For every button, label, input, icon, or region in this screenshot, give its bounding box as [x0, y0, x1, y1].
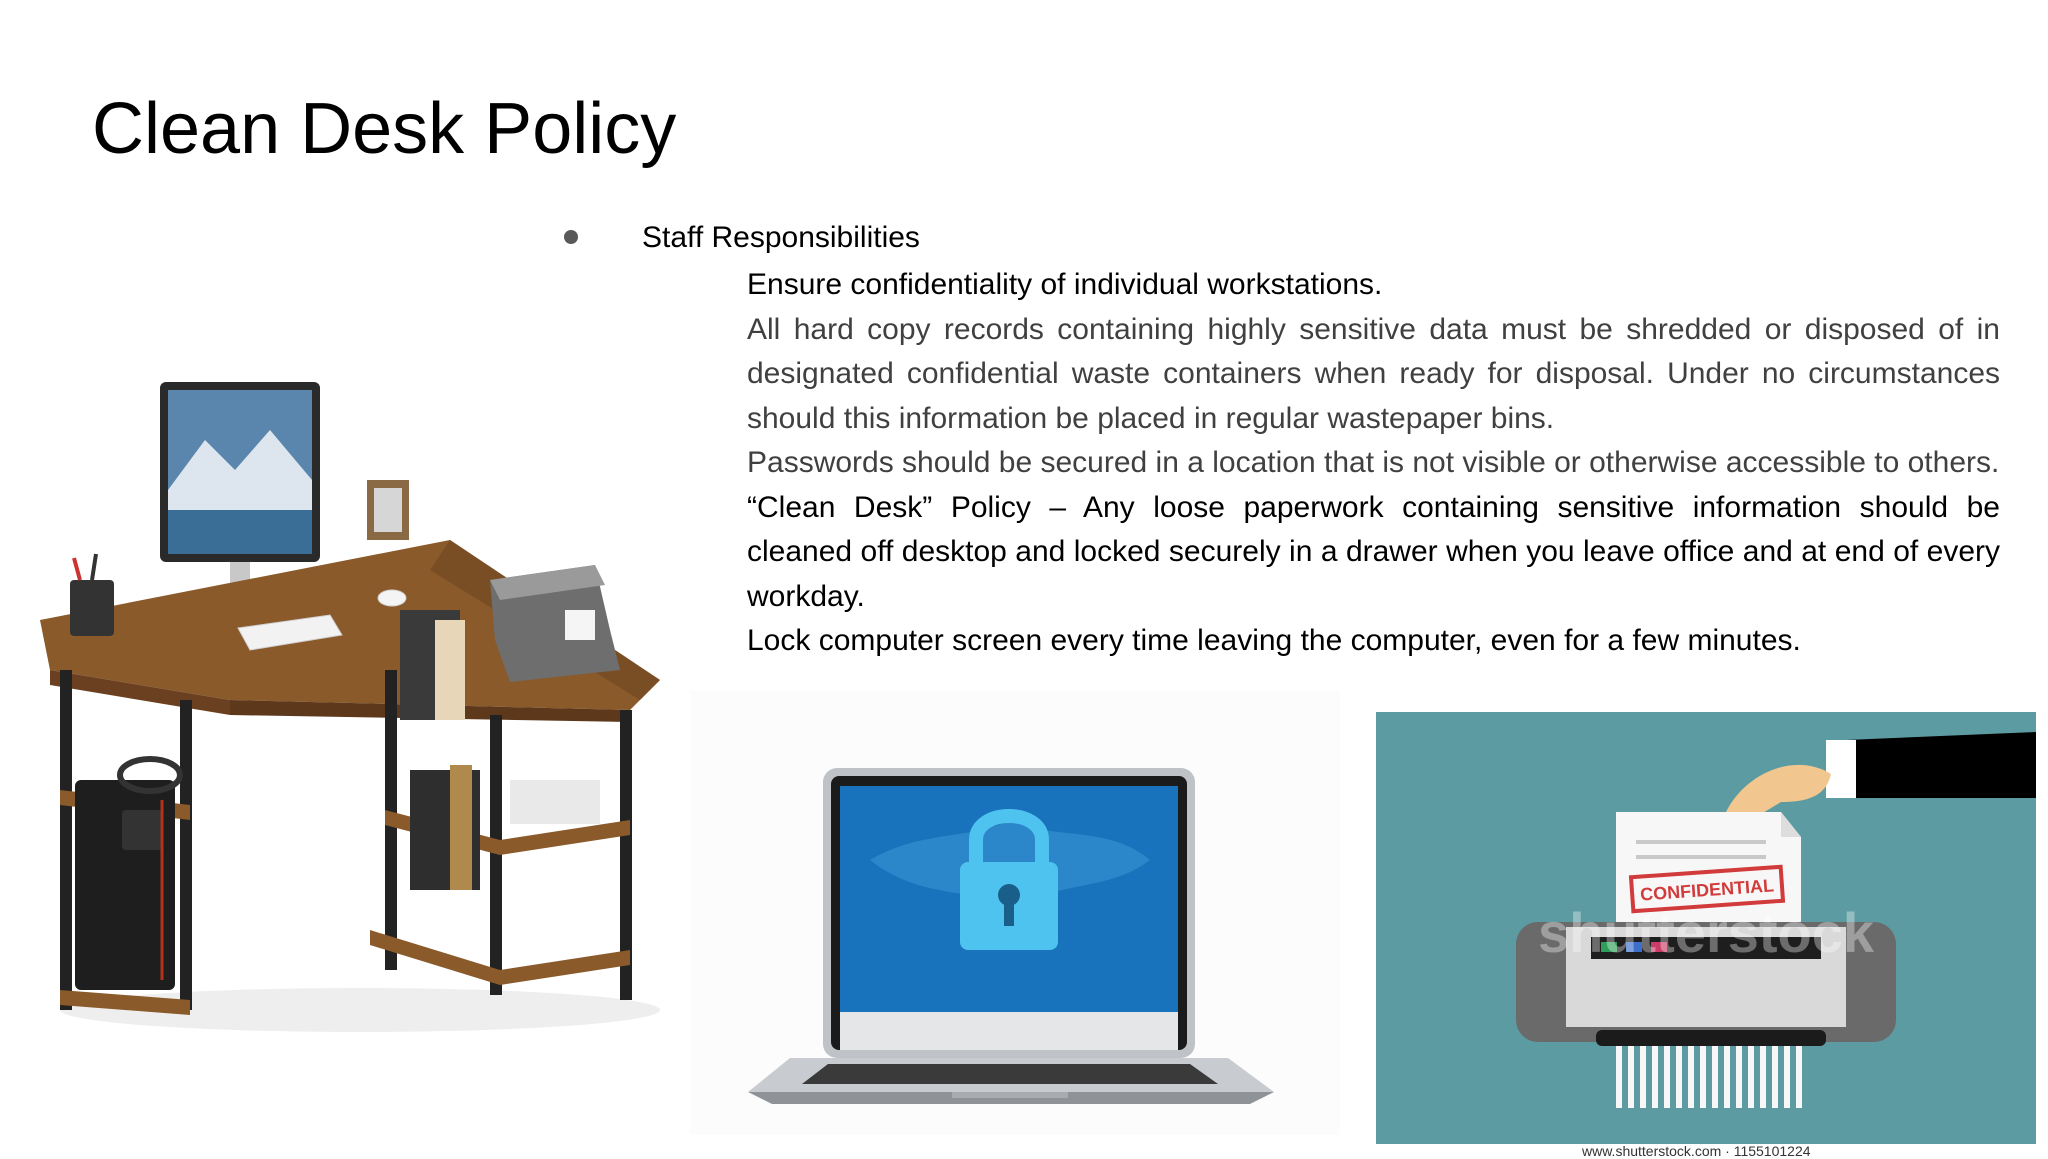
shredder-image	[1376, 712, 2036, 1144]
confidential-stamp: CONFIDENTIAL	[1639, 875, 1775, 905]
desk-image	[30, 370, 670, 1040]
bullet-dot	[564, 230, 578, 244]
slide-title: Clean Desk Policy	[92, 89, 677, 169]
policy-text	[747, 263, 2000, 664]
shutterstock-watermark: shutterstock	[1537, 901, 1875, 964]
policy-item-clean-desk: “Clean Desk” Policy – Any loose paperwork containing sensitive information should be cleaned off desktop and locked securely in a drawer when you leave office and at end of every workday.	[747, 490, 2000, 613]
bullet-heading: Staff Responsibilities	[642, 221, 920, 254]
policy-item-workstations: Ensure confidentiality of individual workstations.	[747, 268, 1383, 301]
policy-item-lock-screen: Lock computer screen every time leaving the computer, even for a few minutes.	[747, 624, 1801, 657]
shutterstock-credit: www.shutterstock.com · 1155101224	[1582, 1143, 1811, 1159]
laptop-image	[690, 690, 1340, 1135]
policy-item-shredding: All hard copy records containing highly sensitive data must be shredded or disposed of in designated confidential waste containers when ready for disposal. Under no circumstances should this information be placed in regular wastepaper bins.	[747, 312, 2000, 435]
policy-item-passwords: Passwords should be secured in a location that is not visible or otherwise accessible to others.	[747, 446, 2000, 479]
